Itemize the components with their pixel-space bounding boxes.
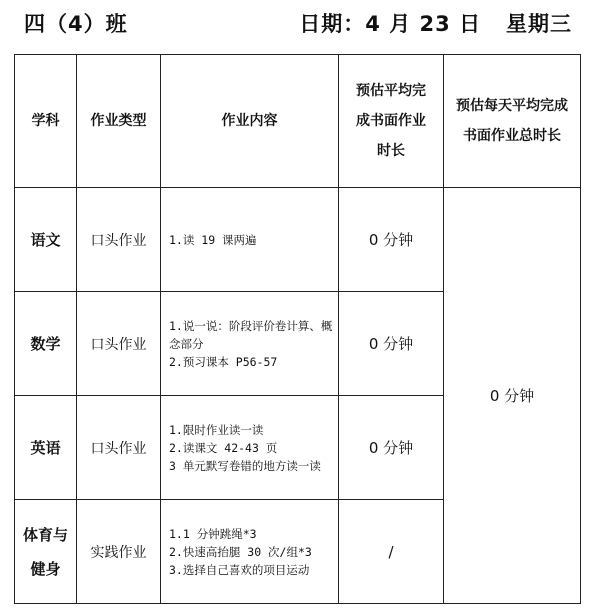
subject-label: 数学	[30, 334, 61, 353]
subject-label: 英语	[30, 438, 61, 457]
content-line: 3.选择自己喜欢的项目运动	[169, 562, 310, 577]
content-line: 3 单元默写卷错的地方读一读	[169, 458, 321, 473]
type-cell: 口头作业	[77, 292, 161, 396]
estimate-cell: 0 分钟	[339, 188, 444, 292]
homework-table	[14, 54, 581, 604]
header-estimate-line: 时长	[377, 143, 405, 159]
content-line: 1.限时作业读一读	[169, 422, 264, 437]
subject-cell	[15, 396, 77, 500]
header-type: 作业类型	[77, 55, 161, 188]
header-total	[444, 55, 581, 188]
table-row	[15, 188, 581, 292]
content-cell	[161, 396, 339, 500]
content-line: 2.预习课本 P56-57	[169, 354, 278, 369]
estimate-cell: /	[339, 500, 444, 604]
header-estimate-line: 成书面作业	[356, 113, 426, 129]
subject-label: 语文	[30, 230, 61, 249]
estimate-cell: 0 分钟	[339, 292, 444, 396]
content-cell	[161, 292, 339, 396]
type-cell: 口头作业	[77, 396, 161, 500]
total-cell: 0 分钟	[444, 188, 581, 604]
header-content: 作业内容	[161, 55, 339, 188]
page-header	[0, 0, 594, 52]
subject-cell	[15, 188, 77, 292]
header-estimate-line: 预估平均完	[356, 83, 426, 99]
date-label: 日期：4 月 23 日 星期三	[299, 12, 572, 36]
subject-label: 健身	[30, 559, 61, 578]
type-cell: 口头作业	[77, 188, 161, 292]
content-cell	[161, 500, 339, 604]
content-line: 1.读 19 课两遍	[169, 232, 257, 247]
content-line: 1.1 分钟跳绳*3	[169, 526, 257, 541]
header-total-line: 书面作业总时长	[463, 128, 561, 144]
header-total-line: 预估每天平均完成	[456, 98, 568, 114]
content-cell	[161, 188, 339, 292]
header-estimate	[339, 55, 444, 188]
content-line: 1.说一说：阶段评价卷计算、概念部分	[169, 318, 333, 351]
header-subject: 学科	[15, 55, 77, 188]
estimate-cell: 0 分钟	[339, 396, 444, 500]
type-cell: 实践作业	[77, 500, 161, 604]
subject-cell	[15, 500, 77, 604]
class-name: 四（4）班	[24, 12, 128, 36]
table-header-row	[15, 55, 581, 188]
content-line: 2.读课文 42-43 页	[169, 440, 278, 455]
content-line: 2.快速高抬腿 30 次/组*3	[169, 544, 312, 559]
subject-cell	[15, 292, 77, 396]
subject-label: 体育与	[22, 525, 68, 544]
